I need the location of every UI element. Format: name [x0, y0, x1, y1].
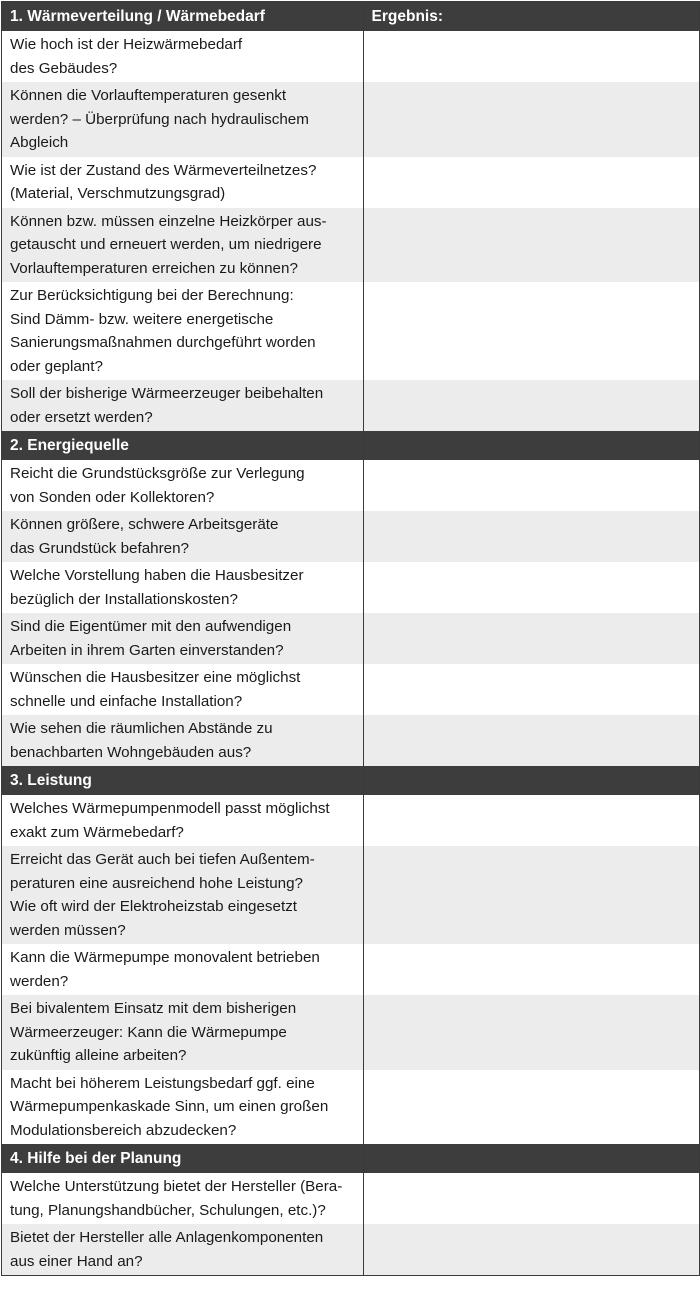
question-row — [2, 995, 700, 1070]
result-cell[interactable] — [363, 82, 699, 157]
question-text: Können die Vorlauftemperaturen gesenkt werden? – Überprüfung nach hydraulischem Abgleich — [10, 87, 309, 151]
question-text: Macht bei höherem Leistungsbedarf ggf. eine Wärmepumpenkaskade Sinn, um einen großen Modulationsbereich abzudecken? — [10, 1074, 329, 1139]
question-row — [2, 82, 700, 157]
result-cell[interactable] — [363, 1224, 699, 1276]
result-cell[interactable] — [363, 380, 699, 431]
question-text: Zur Berücksichtigung bei der Berechnung: Sind Dämm- bzw. weitere energetische Sanierungsmaßnahmen durchgeführt worden oder geplant? — [10, 287, 316, 375]
result-cell[interactable] — [363, 31, 699, 82]
question-text: Welche Unterstützung bietet der Hersteller (Bera- tung, Planungshandbücher, Schulungen, etc.)? — [10, 1178, 343, 1219]
result-cell[interactable] — [363, 664, 699, 715]
question-text: Erreicht das Gerät auch bei tiefen Außentem- peraturen eine ausreichend hohe Leistung? Wie oft wird der Elektroheizstab eingesetzt werden müssen? — [10, 851, 315, 939]
section-header-2 — [2, 431, 700, 460]
question-row — [2, 511, 700, 562]
question-text: Können größere, schwere Arbeitsgeräte das Grundstück befahren? — [10, 516, 279, 557]
question-row — [2, 460, 700, 511]
section-title: 3. Leistung — [2, 766, 364, 795]
question-text: Wünschen die Hausbesitzer eine möglichst schnelle und einfache Installation? — [10, 669, 301, 710]
question-row — [2, 664, 700, 715]
section-title: 4. Hilfe bei der Planung — [2, 1144, 364, 1173]
section-header-3 — [2, 766, 700, 795]
question-text: Wie ist der Zustand des Wärmeverteilnetzes? (Material, Verschmutzungsgrad) — [10, 161, 317, 202]
question-text: Soll der bisherige Wärmeerzeuger beibehalten oder ersetzt werden? — [10, 385, 324, 426]
question-text: Wie hoch ist der Heizwärmebedarf des Gebäudes? — [10, 36, 243, 77]
result-cell[interactable] — [363, 846, 699, 944]
question-row — [2, 613, 700, 664]
question-text: Bietet der Hersteller alle Anlagenkomponenten aus einer Hand an? — [10, 1229, 324, 1270]
question-text: Welche Vorstellung haben die Hausbesitzer bezüglich der Installationskosten? — [10, 567, 304, 608]
question-row — [2, 562, 700, 613]
question-text: Können bzw. müssen einzelne Heizkörper aus- getauscht und erneuert werden, um niedrigere Vorlauftemperaturen erreichen zu können? — [10, 212, 327, 277]
result-column-header-blank — [363, 431, 699, 460]
question-row — [2, 795, 700, 846]
result-cell[interactable] — [363, 562, 699, 613]
question-row — [2, 380, 700, 431]
result-cell[interactable] — [363, 715, 699, 766]
section-header-4 — [2, 1144, 700, 1173]
question-row — [2, 282, 700, 380]
question-text: Reicht die Grundstücksgröße zur Verlegung von Sonden oder Kollektoren? — [10, 465, 305, 506]
result-column-header-blank — [363, 766, 699, 795]
question-text: Welches Wärmepumpenmodell passt möglichst exakt zum Wärmebedarf? — [10, 800, 330, 841]
result-cell[interactable] — [363, 1070, 699, 1145]
result-cell[interactable] — [363, 208, 699, 283]
result-cell[interactable] — [363, 995, 699, 1070]
result-cell[interactable] — [363, 795, 699, 846]
result-cell[interactable] — [363, 944, 699, 995]
result-column-header-blank — [363, 1144, 699, 1173]
section-title: 1. Wärmeverteilung / Wärmebedarf — [2, 2, 364, 32]
question-row — [2, 715, 700, 766]
question-row — [2, 1224, 700, 1276]
checklist-table — [1, 1, 700, 1276]
result-column-header: Ergebnis: — [363, 2, 699, 32]
question-row — [2, 1070, 700, 1145]
result-cell[interactable] — [363, 157, 699, 208]
question-row — [2, 208, 700, 283]
question-row — [2, 31, 700, 82]
question-row — [2, 1173, 700, 1224]
result-cell[interactable] — [363, 613, 699, 664]
question-row — [2, 846, 700, 944]
result-cell[interactable] — [363, 460, 699, 511]
result-cell[interactable] — [363, 1173, 699, 1224]
question-row — [2, 157, 700, 208]
question-row — [2, 944, 700, 995]
result-cell[interactable] — [363, 282, 699, 380]
section-title: 2. Energiequelle — [2, 431, 364, 460]
question-text: Kann die Wärmepumpe monovalent betrieben werden? — [10, 949, 320, 990]
question-text: Sind die Eigentümer mit den aufwendigen Arbeiten in ihrem Garten einverstanden? — [10, 618, 292, 659]
question-text: Bei bivalentem Einsatz mit dem bisherigen Wärmeerzeuger: Kann die Wärmepumpe zukünftig alleine arbeiten? — [10, 1000, 297, 1064]
result-cell[interactable] — [363, 511, 699, 562]
question-text: Wie sehen die räumlichen Abstände zu benachbarten Wohngebäuden aus? — [10, 720, 273, 761]
section-header-1 — [2, 2, 700, 32]
